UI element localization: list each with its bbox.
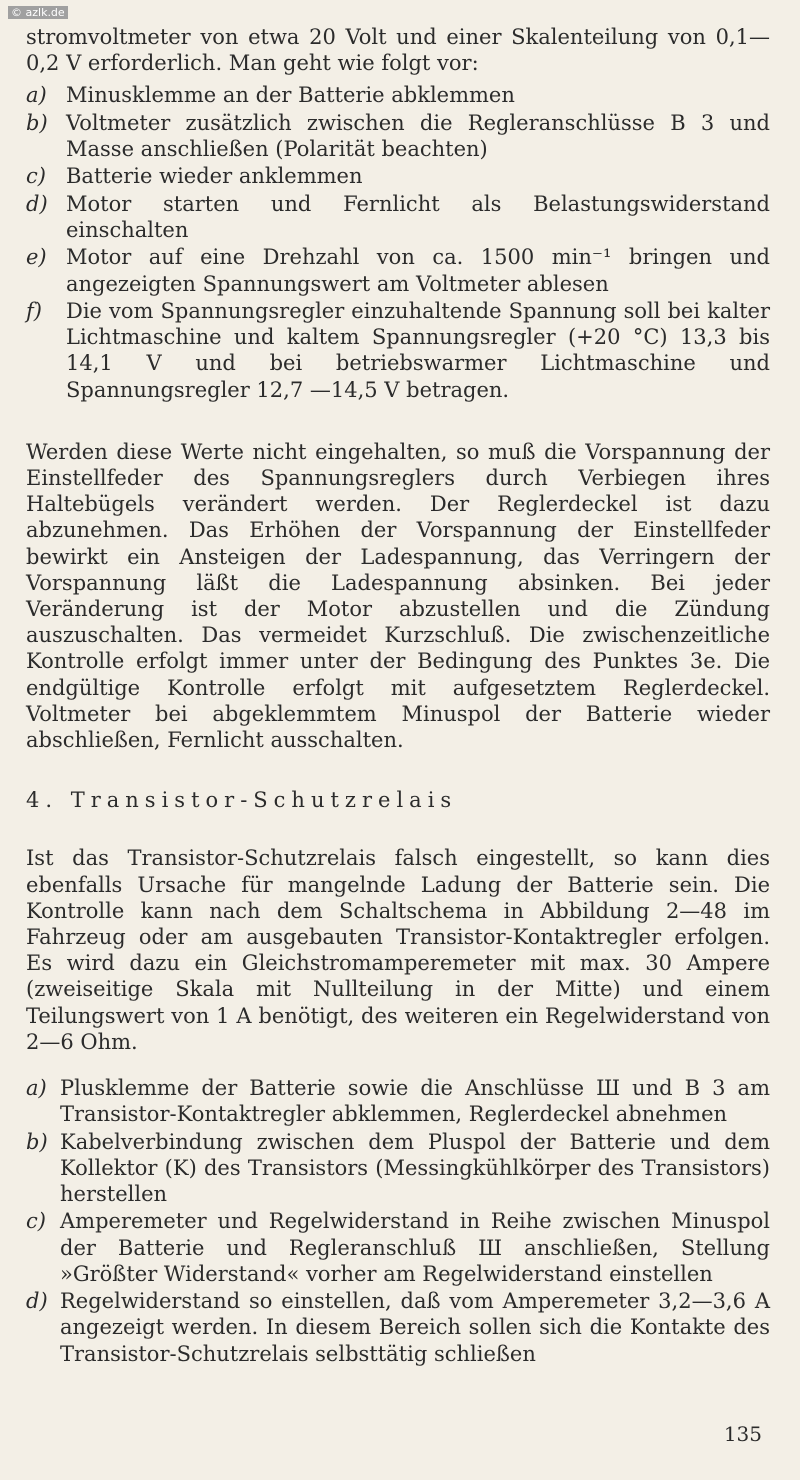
list-item-label: d) xyxy=(26,191,48,216)
list-item-text: Kabelverbindung zwischen dem Pluspol der Batterie und dem Kollektor (K) des Transistors (Messingkühlkörper des Transistors) herstellen xyxy=(60,1129,770,1207)
list-item xyxy=(26,1288,770,1367)
list-item-text: Batterie wieder anklemmen xyxy=(66,164,363,189)
list-item-label: e) xyxy=(26,245,47,270)
list-item xyxy=(26,82,770,108)
relay-paragraph: Ist das Transistor-Schutzrelais falsch eingestellt, so kann dies ebenfalls Ursache für mangelnde Ladung der Batterie sein. Die Kontrolle kann nach dem Schaltschema in Abbildung 2—48 im Fahrzeug oder am ausgebauten Transistor-Kontaktregler erfolgen. Es wird dazu ein Gleichstromamperemeter mit max. 30 Ampere (zweiseitige Skala mit Nullteilung in der Mitte) und einem Teilungswert von 1 A benötigt, des weiteren ein Regelwiderstand von 2—6 Ohm. xyxy=(26,846,770,1054)
page-body xyxy=(26,24,770,1368)
list-item-text: Plusklemme der Batterie sowie die Anschlüsse Ш und B 3 am Transistor-Kontaktregler abklemmen, Reglerdeckel abnehmen xyxy=(60,1076,770,1127)
steps-list-relay xyxy=(26,1075,770,1367)
list-item-label: d) xyxy=(26,1289,48,1314)
list-item-label: b) xyxy=(26,1129,48,1154)
list-item-text: Die vom Spannungsregler einzuhaltende Spannung soll bei kalter Lichtmaschine und kaltem Spannungsregler (+20 °C) 13,3 bis 14,1 V und bei betriebswarmer Lichtmaschine und Spannungsregler 12,7 —14,5 V betragen. xyxy=(66,298,770,402)
list-item-text: Motor auf eine Drehzahl von ca. 1500 min⁻¹ bringen und angezeigten Spannungswert am Voltmeter ablesen xyxy=(66,245,770,296)
list-item-text: Amperemeter und Regelwiderstand in Reihe zwischen Minuspol der Batterie und Regleranschluß Ш anschließen, Stellung »Größter Widerstand« vorher am Regelwiderstand einstellen xyxy=(60,1209,770,1286)
list-item-label: b) xyxy=(26,110,48,135)
list-item-label: f) xyxy=(26,298,42,323)
list-item xyxy=(26,1129,770,1208)
list-item-label: c) xyxy=(26,164,46,189)
list-item-label: a) xyxy=(26,83,47,108)
steps-list-voltage xyxy=(26,82,770,402)
list-item xyxy=(26,244,770,296)
intro-paragraph: stromvoltmeter von etwa 20 Volt und einer Skalenteilung von 0,1—0,2 V erforderlich. Man geht wie folgt vor: xyxy=(26,25,770,76)
list-item-text: Minusklemme an der Batterie abklemmen xyxy=(66,83,515,108)
list-item xyxy=(26,1075,770,1127)
page-number: 135 xyxy=(723,1422,762,1446)
list-item-text: Voltmeter zusätzlich zwischen die Regleranschlüsse B 3 und Masse anschließen (Polarität beachten) xyxy=(66,110,770,161)
list-item-text: Motor starten und Fernlicht als Belastungswiderstand einschalten xyxy=(66,191,770,242)
section-heading: 4. Transistor-Schutzrelais xyxy=(26,788,458,813)
list-item-label: a) xyxy=(26,1076,47,1101)
list-item-label: c) xyxy=(26,1209,46,1234)
list-item-text: Regelwiderstand so einstellen, daß vom Amperemeter 3,2—3,6 A angezeigt werden. In diesem Bereich sollen sich die Kontakte des Transistor-Schutzrelais selbsttätig schließen xyxy=(60,1289,770,1366)
adjustment-paragraph: Werden diese Werte nicht eingehalten, so muß die Vorspannung der Einstellfeder des Spannungsreglers durch Verbiegen ihres Haltebügels verändert werden. Der Reglerdeckel ist dazu abzunehmen. Das Erhöhen der Vorspannung der Einstellfeder bewirkt ein Ansteigen der Ladespannung, das Verringern der Vorspannung läßt die Ladespannung absinken. Bei jeder Veränderung ist der Motor abzustellen und die Zündung auszuschalten. Das vermeidet Kurzschluß. Die zwischenzeitliche Kontrolle erfolgt immer unter der Bedingung des Punktes 3e. Die endgültige Kontrolle erfolgt mit aufgesetztem Reglerdeckel. Voltmeter bei abgeklemmtem Minuspol der Batterie wieder abschließen, Fernlicht ausschalten. xyxy=(26,439,770,753)
list-item xyxy=(26,298,770,403)
list-item xyxy=(26,1208,770,1287)
list-item xyxy=(26,110,770,162)
list-item xyxy=(26,191,770,243)
watermark: © azlk.de xyxy=(8,6,68,19)
list-item xyxy=(26,163,770,189)
